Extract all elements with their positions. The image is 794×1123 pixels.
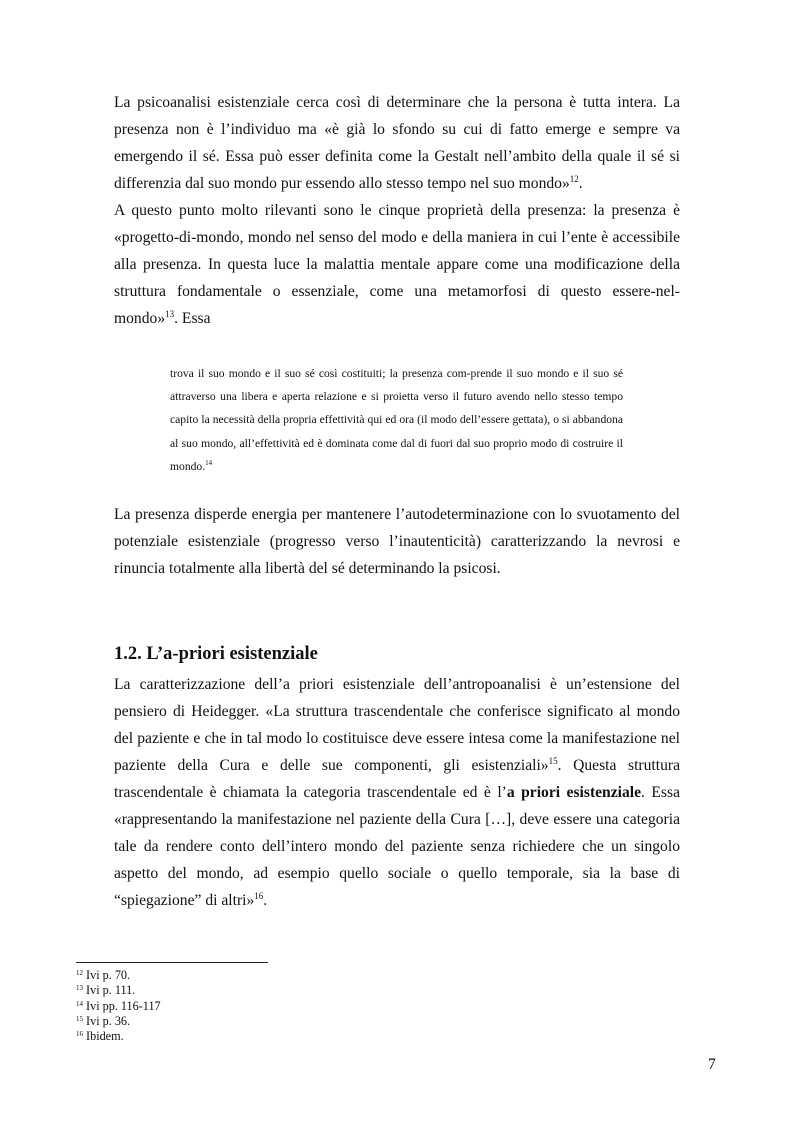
footnote-14: $^{14}$ Ivi pp. 116-117 — [76, 998, 161, 1013]
footnote-ref-14[interactable]: 14 — [205, 458, 213, 467]
bold-term: a priori esistenziale — [506, 784, 642, 801]
footnote-15: $^{15}$ Ivi p. 36. — [76, 1013, 131, 1028]
paragraph-presenza: La psicoanalisi esistenziale cerca così di determinare che la persona è tutta intera. La presenza non è l’individuo ma «è già lo sfondo su cui di fatto emerge e sempre va emergendo il sé. Essa può esser definita come la Gestalt nell’ambito della quale il sé si differenzia dal suo mondo pur essendo allo stesso tempo nel suo mondo»$^{12}$. — [114, 94, 680, 192]
block-quote: trova il suo mondo e il suo sé così costituiti; la presenza com-prende il suo mondo e il suo sé attraverso una libera e aperta relazione e si proietta verso il futuro avendo nello stesso tempo capito la necessità della propria effettività qui ed ora (il modo dell’essere gettata), o si abbandona al suo mondo, all’effettività ed è dominata come dal di fuori dal suo proprio modo di costruire il mondo.$^{14}$ — [170, 367, 623, 473]
footnote-16: $^{16}$ Ibidem. — [76, 1029, 124, 1044]
footnotes — [76, 968, 161, 1044]
footnote-divider — [76, 962, 268, 963]
footnote-13: $^{13}$ Ivi p. 111. — [76, 983, 136, 998]
footnote-ref-13[interactable]: 13 — [165, 309, 175, 319]
paragraph-a-priori: La caratterizzazione dell’a priori esistenziale dell’antropoanalisi è un’estensione del pensiero di Heidegger. «La struttura trascendentale che conferisce significato al mondo del paziente e che in tal modo lo costituisce deve essere intesa come la manifestazione nel paziente della Cura e delle sue componenti, gli esistenziali»$^{15}$. Questa struttura trascendentale è chiamata la categoria trascendentale ed è l’a priori esistenziale. Essa «rappresentando la manifestazione nel paziente della Cura […], deve essere una categoria tale da rendere conto dell’intero mondo del paziente senza richiedere che un singolo aspetto del mondo, ad esempio quello sociale o quello temporale, sia la base di “spiegazione” di altri»$^{16}$. — [114, 676, 680, 909]
footnote-ref-15[interactable]: 15 — [548, 756, 558, 766]
paragraph-energia: La presenza disperde energia per mantenere l’autodeterminazione con lo svuotamento del potenziale esistenziale (progresso verso l’inautenticità) caratterizzando la nevrosi e rinuncia totalmente alla libertà del sé determinando la psicosi. — [114, 506, 680, 577]
footnote-ref-16[interactable]: 16 — [254, 891, 264, 901]
footnote-12: $^{12}$ Ivi p. 70. — [76, 968, 131, 982]
body-text-top — [114, 89, 680, 332]
page-number: 7 — [708, 1056, 716, 1073]
paragraph-proprieta: A questo punto molto rilevanti sono le cinque proprietà della presenza: la presenza è «progetto-di-mondo, mondo nel senso del modo e della maniera in cui l’ente è accessibile alla presenza. In questa luce la malattia mentale appare come una modificazione della struttura fondamentale o essenziale, come una metamorfosi di questo essere-nel-mondo»$^{13}$. Essa — [114, 202, 680, 327]
footnote-ref-12[interactable]: 12 — [569, 174, 579, 184]
section-heading: 1.2. L’a-priori esistenziale — [114, 644, 318, 664]
